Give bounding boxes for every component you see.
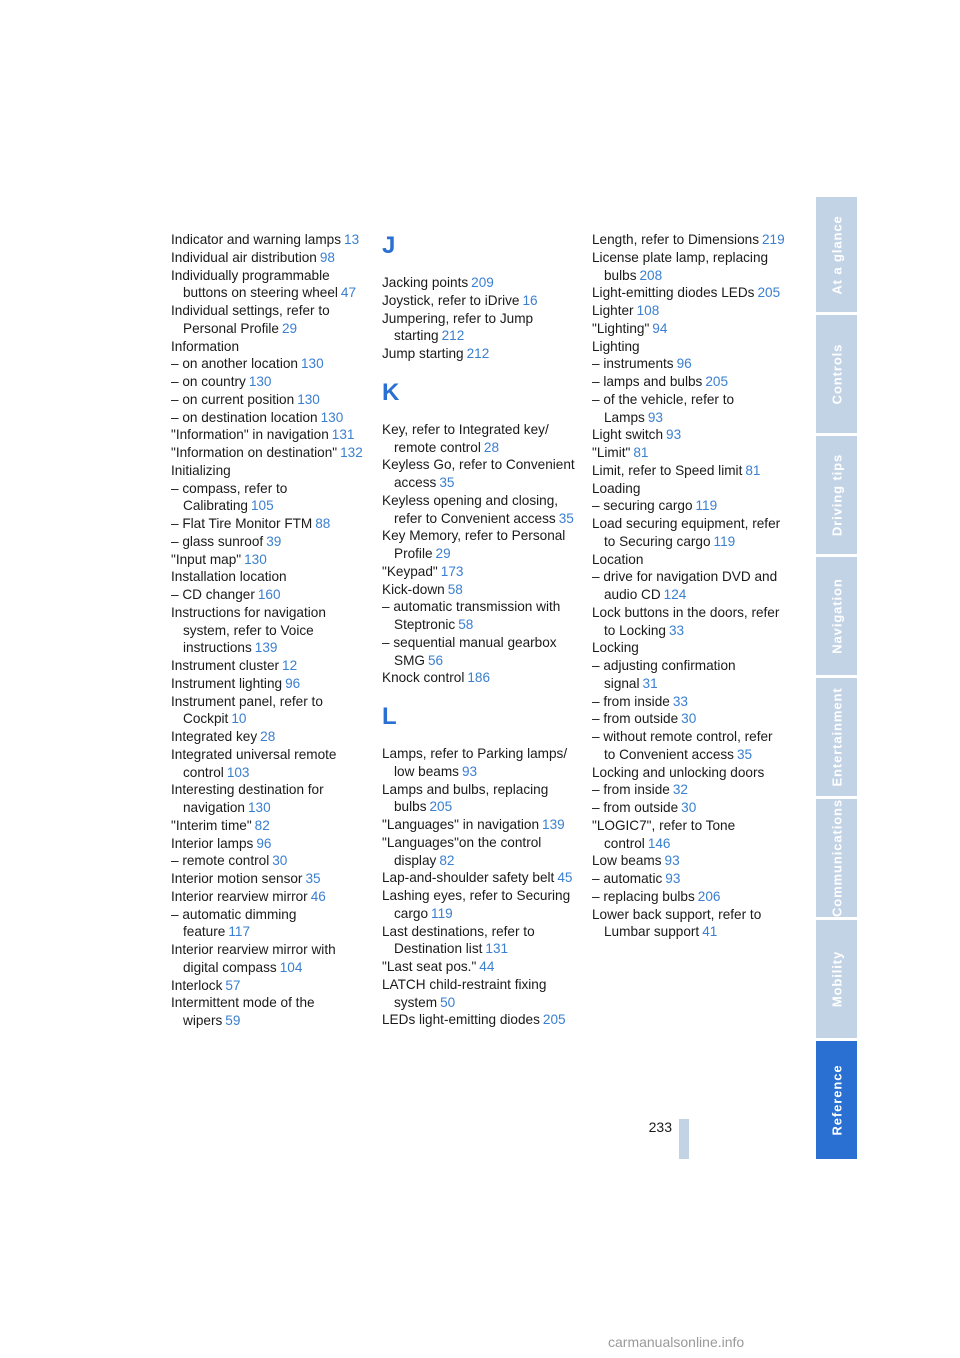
index-entry-text: "Information on destination" [171,445,338,460]
page-reference-link[interactable]: 130 [248,374,272,389]
index-entry-text: Lighting [592,338,640,354]
index-entry-text: – of the vehicle, refer to Lamps [592,391,735,425]
index-entry-text: "Input map" [171,551,242,567]
tab-label: Mobility [829,950,844,1008]
index-entry [592,817,787,853]
index-entry [592,320,787,338]
index-entry-text: Installation location [171,569,287,585]
page-reference-link[interactable]: 93 [665,871,681,886]
index-entry [592,444,787,462]
index-entry [171,480,363,516]
page-reference-link[interactable]: 93 [647,409,663,425]
index-entry [382,492,577,528]
index-entry-text: Location [592,551,644,567]
page-reference-link[interactable]: 131 [331,427,355,443]
index-entry [382,669,577,687]
page-reference-link[interactable]: 104 [279,959,303,975]
index-entry [171,551,363,569]
tab-entertainment[interactable] [816,678,857,796]
index-column-2 [382,231,577,1029]
index-entry-text: Keyless opening and closing, refer to Convenient access [382,492,559,526]
index-entry [382,834,577,870]
index-column-3 [592,231,787,941]
index-entry [592,764,787,782]
index-entry [171,852,363,870]
index-entry-text: Lighter [592,303,634,318]
index-entry [592,799,787,817]
page-reference-link[interactable]: 56 [427,652,444,668]
index-entry [382,887,577,923]
tab-driving-tips[interactable] [816,436,857,554]
tab-label: Entertainment [829,687,844,787]
tab-label: Controls [829,343,844,405]
index-entry [382,598,577,634]
index-entry [382,527,577,563]
index-entry-text: – compass, refer to Calibrating [171,480,288,514]
index-entry [382,292,577,310]
index-entry [171,231,363,249]
index-entry-text: Keyless Go, refer to Convenient access [382,457,575,490]
index-entry [592,462,787,480]
index-entry-text: LEDs light-emitting diodes [382,1012,540,1028]
page-reference-link[interactable]: 35 [558,510,574,526]
index-entry [171,728,363,746]
tab-label: Communications [829,798,844,918]
page-reference-link[interactable]: 41 [702,924,718,940]
index-entry [592,639,787,657]
index-entry [171,746,363,782]
index-letter-heading: J [382,232,396,259]
index-entry [382,781,577,817]
page-reference-link[interactable]: 93 [666,427,682,443]
index-entry-text: Light-emitting diodes LEDs [592,285,755,301]
index-entry-text: – replacing bulbs [592,888,695,904]
index-entry-text: "LOGIC7", refer to Tone control [592,817,736,851]
index-entry [171,302,363,338]
index-entry [171,977,363,995]
page-reference-link[interactable]: 82 [439,852,455,868]
index-entry-text: Instrument cluster [171,658,280,673]
page-reference-link[interactable]: 32 [672,782,688,798]
chapter-tabs [816,197,857,1162]
index-entry [592,515,787,551]
index-entry-text: Key Memory, refer to Personal Profile [382,528,566,561]
page-reference-link[interactable]: 124 [663,587,687,602]
index-entry-text: – automatic transmission with Steptronic [382,599,561,632]
index-entry-text: Lamps and bulbs, replacing bulbs [382,781,549,815]
index-entry-text: Individual settings, refer to Personal Profile [171,303,330,336]
index-entry-text: "Languages" in navigation [382,817,540,832]
index-entry [382,456,577,492]
index-entry-text: Locking [592,640,639,656]
page-reference-link[interactable]: 108 [636,303,660,318]
index-entry-text: – securing cargo [592,498,693,514]
index-entry [171,586,363,604]
index-entry-text: Light switch [592,427,664,443]
index-entry-text: Indicator and warning lamps [171,232,342,247]
index-entry [592,710,787,728]
page-reference-link[interactable]: 10 [231,711,247,727]
page-reference-link[interactable]: 81 [633,445,649,460]
index-entry-text: Interior lamps [171,835,254,851]
tab-controls[interactable] [816,315,857,433]
index-entry [171,817,363,835]
page-reference-link[interactable]: 206 [697,888,721,904]
page-reference-link[interactable]: 28 [483,439,500,455]
index-entry-text: Low beams [592,853,662,869]
page-reference-link[interactable]: 33 [672,693,688,709]
index-entry [592,551,787,569]
index-entry [592,426,787,444]
index-entry [592,888,787,906]
index-entry [382,274,577,292]
page-reference-link[interactable]: 47 [340,285,357,301]
index-entry-text: – from outside [592,711,679,727]
index-entry-text: Key, refer to Integrated key/ remote control [382,421,549,455]
index-entry-text: Interior motion sensor [171,871,303,886]
index-entry-text: – from inside [592,693,670,709]
page-reference-link[interactable]: 132 [340,445,363,460]
index-entry [592,781,787,799]
index-entry [592,480,787,498]
page-reference-link[interactable]: 93 [664,853,680,869]
index-entry [592,906,787,942]
page-reference-link[interactable]: 160 [257,587,281,602]
page-reference-link[interactable]: 31 [642,675,658,691]
page-reference-link[interactable]: 39 [266,533,282,549]
page-reference-link[interactable]: 58 [447,581,463,597]
index-entry-text: – on country [171,374,246,389]
index-entry [592,302,787,320]
index-entry [382,421,577,457]
index-entry [592,338,787,356]
index-entry-text: Initializing [171,462,231,478]
index-entry [171,906,363,942]
index-entry [592,355,787,373]
index-entry-text: Lap-and-shoulder safety belt [382,870,555,886]
tab-label: Reference [829,1064,844,1136]
index-entry-text: Joystick, refer to iDrive [382,292,520,308]
index-entry [171,870,363,888]
index-entry-text: – drive for navigation DVD and audio CD [592,569,778,602]
index-entry-text: Information [171,338,240,354]
index-entry [592,604,787,640]
index-entry-text: – on another location [171,356,298,372]
index-entry-text: Interesting destination for navigation [171,782,324,815]
index-entry-text: Instructions for navigation system, refer to Voice instructions [171,604,326,656]
page-reference-link[interactable]: 103 [226,764,250,780]
index-entry-text: Lock buttons in the doors, refer to Locking [592,604,780,638]
index-entry [171,391,363,409]
index-entry-text: Limit, refer to Speed limit [592,462,743,478]
index-entry-text: – sequential manual gearbox SMG [382,634,557,668]
index-entry [171,835,363,853]
index-entry [382,745,577,781]
page-reference-link[interactable]: 131 [485,941,509,957]
index-letter-heading: L [382,703,397,730]
page-reference-link[interactable]: 212 [466,346,490,361]
page-reference-link[interactable]: 16 [522,292,538,308]
index-entry-text: – without remote control, refer to Convenient access [592,729,773,762]
index-entry-text: – automatic dimming feature [171,906,297,940]
page-reference-link[interactable]: 205 [429,799,453,815]
index-entry [171,355,363,373]
index-entry [382,634,577,670]
page-reference-link[interactable]: 130 [297,391,320,407]
page-reference-link[interactable]: 12 [282,658,298,673]
page-reference-link[interactable]: 57 [225,977,241,993]
index-entry-text: – on destination location [171,409,318,425]
index-entry-text: Lashing eyes, refer to Securing cargo [382,888,571,921]
page-reference-link[interactable]: 205 [542,1012,566,1028]
index-entry [592,693,787,711]
page-number: 233 [648,1119,672,1135]
index-entry [171,267,363,303]
page-reference-link[interactable]: 146 [647,835,671,851]
page-reference-link[interactable]: 96 [256,835,272,851]
index-entry [171,426,363,444]
index-entry-text: Jacking points [382,275,469,290]
page-reference-link[interactable]: 82 [254,817,270,833]
page-reference-link[interactable]: 98 [319,249,335,265]
page-reference-link[interactable]: 33 [668,622,685,638]
tab-reference[interactable] [816,1041,857,1159]
page-reference-link[interactable]: 209 [471,275,494,290]
index-entry-text: – automatic [592,871,663,886]
index-entry [171,568,363,586]
page-reference-link[interactable]: 29 [435,546,451,561]
index-entry [592,870,787,888]
tab-mobility[interactable] [816,920,857,1038]
index-entry [592,497,787,515]
tab-communications[interactable] [816,799,857,917]
index-entry [382,816,577,834]
index-entry-text: Instrument panel, refer to Cockpit [171,693,323,727]
page-reference-link[interactable]: 119 [431,905,453,921]
page-reference-link[interactable]: 30 [681,800,697,815]
tab-label: Driving tips [829,453,844,537]
index-entry [382,869,577,887]
index-entry-text: "Information" in navigation [171,427,329,443]
page-reference-link[interactable]: 59 [225,1013,241,1028]
index-entry-text: – Flat Tire Monitor FTM [171,516,313,531]
index-entry [382,581,577,599]
index-entry-text: Interlock [171,977,223,993]
page-reference-link[interactable]: 50 [440,994,456,1010]
index-entry-text: "Keypad" [382,563,438,579]
index-entry-text: Lower back support, refer to Lumbar support [592,906,762,940]
index-entry-text: "Languages"on the control display [382,834,542,868]
index-entry [592,852,787,870]
tab-label: Navigation [829,578,844,654]
index-entry-text: Jump starting [382,346,464,361]
page-reference-link[interactable]: 88 [315,516,331,531]
index-entry-text: License plate lamp, replacing bulbs [592,249,769,283]
index-entry-text: – remote control [171,853,270,869]
index-entry-text: – on current position [171,391,295,407]
page-reference-link[interactable]: 30 [681,711,697,727]
index-entry-text: – glass sunroof [171,533,264,549]
index-entry [171,373,363,391]
index-entry [592,728,787,764]
page-number-bar [679,1119,689,1159]
page-reference-link[interactable]: 205 [705,374,729,389]
index-entry-text: "Last seat pos." [382,959,477,974]
index-entry-text: Interior rearview mirror [171,888,308,904]
page-reference-link[interactable]: 173 [440,563,464,579]
watermark: carmanualsonline.info [608,1334,745,1350]
index-entry-text: Instrument lighting [171,675,283,691]
page-reference-link[interactable]: 28 [260,729,276,744]
index-entry-text: Integrated key [171,729,258,744]
index-entry [592,373,787,391]
page-reference-link[interactable]: 139 [542,817,565,832]
page-reference-link[interactable]: 105 [250,498,274,514]
index-entry-text: "Limit" [592,445,631,460]
index-entry-text: – from inside [592,782,670,798]
index-entry [592,284,787,302]
page-reference-link[interactable]: 93 [461,763,478,779]
index-entry-text: Last destinations, refer to Destination list [382,923,535,957]
page-reference-link[interactable]: 119 [713,533,736,549]
index-entry [171,994,363,1030]
index-entry [171,781,363,817]
page-reference-link[interactable]: 212 [441,328,465,344]
index-letter-heading: K [382,378,400,406]
page-reference-link[interactable]: 30 [272,853,288,869]
page-reference-link[interactable]: 29 [281,320,298,336]
index-entry [171,409,363,427]
index-entry [171,657,363,675]
index-entry [382,958,577,976]
index-entry-text: Lamps, refer to Parking lamps/ low beams [382,746,568,779]
page-reference-link[interactable]: 44 [479,959,495,974]
tab-label: At a glance [829,214,844,295]
page-reference-link[interactable]: 208 [639,267,663,283]
page-reference-link[interactable]: 130 [244,551,267,567]
index-entry [382,976,577,1012]
page-reference-link[interactable]: 35 [736,746,753,762]
page-reference-link[interactable]: 96 [285,675,301,691]
index-entry-text: Kick-down [382,581,445,597]
page-reference-link[interactable]: 130 [320,409,344,425]
tab-at-a-glance[interactable] [816,197,857,312]
page-reference-link[interactable]: 186 [467,670,491,686]
page-reference-link[interactable]: 81 [745,462,761,478]
page-reference-link[interactable]: 219 [762,232,785,247]
index-entry [171,249,363,267]
index-entry-text: LATCH child-restraint fixing system [382,976,547,1010]
index-entry [171,338,363,356]
index-entry-text: Interior rearview mirror with digital compass [171,942,336,975]
index-entry-text: Loading [592,480,641,496]
index-column-1 [171,231,363,1030]
index-entry [171,462,363,480]
index-entry [171,444,363,462]
index-entry [382,310,577,346]
index-entry-text: Locking and unlocking doors [592,764,765,780]
page-reference-link[interactable]: 130 [300,356,324,372]
index-entry [382,563,577,581]
page-reference-link[interactable]: 13 [344,232,360,247]
index-entry-text: – instruments [592,356,674,372]
index-entry [382,923,577,959]
index-entry-text: Individual air distribution [171,249,317,265]
index-entry-text: – CD changer [171,587,255,602]
index-entry-text: Load securing equipment, refer to Securing cargo [592,516,781,549]
index-entry-text: "Lighting" [592,320,650,336]
page-reference-link[interactable]: 119 [695,498,718,514]
index-entry-text: – lamps and bulbs [592,374,703,389]
index-entry [382,345,577,363]
index-entry [382,1011,577,1029]
page-reference-link[interactable]: 139 [254,640,278,656]
index-entry [592,391,787,427]
page-reference-link[interactable]: 35 [439,475,455,490]
index-entry-text: Integrated universal remote control [171,746,337,780]
page-reference-link[interactable]: 130 [247,800,271,815]
page-reference-link[interactable]: 96 [676,356,692,372]
index-entry-text: "Interim time" [171,817,252,833]
page-reference-link[interactable]: 205 [757,285,781,301]
index-entry-text: Knock control [382,670,465,686]
page-reference-link[interactable]: 46 [310,888,326,904]
index-entry [592,231,787,249]
index-entry [171,515,363,533]
index-entry-text: Intermittent mode of the wipers [171,995,315,1028]
index-entry [592,657,787,693]
index-entry [171,693,363,729]
page-reference-link[interactable]: 45 [557,870,573,886]
index-entry-text: Individually programmable buttons on steering wheel [171,267,338,301]
index-entry-text: Length, refer to Dimensions [592,232,759,247]
index-entry [171,533,363,551]
index-entry [171,888,363,906]
page-reference-link[interactable]: 94 [652,320,668,336]
tab-navigation[interactable] [816,557,857,675]
index-entry-text: – adjusting confirmation signal [592,658,736,691]
index-entry-text: Jumpering, refer to Jump starting [382,310,534,344]
page-reference-link[interactable]: 117 [228,924,250,940]
index-entry [592,249,787,285]
index-entry [171,675,363,693]
index-entry [171,604,363,657]
index-entry [171,941,363,977]
index-entry [592,568,787,604]
page-reference-link[interactable]: 58 [458,617,474,632]
index-entry-text: – from outside [592,800,679,815]
page-reference-link[interactable]: 35 [305,871,321,886]
